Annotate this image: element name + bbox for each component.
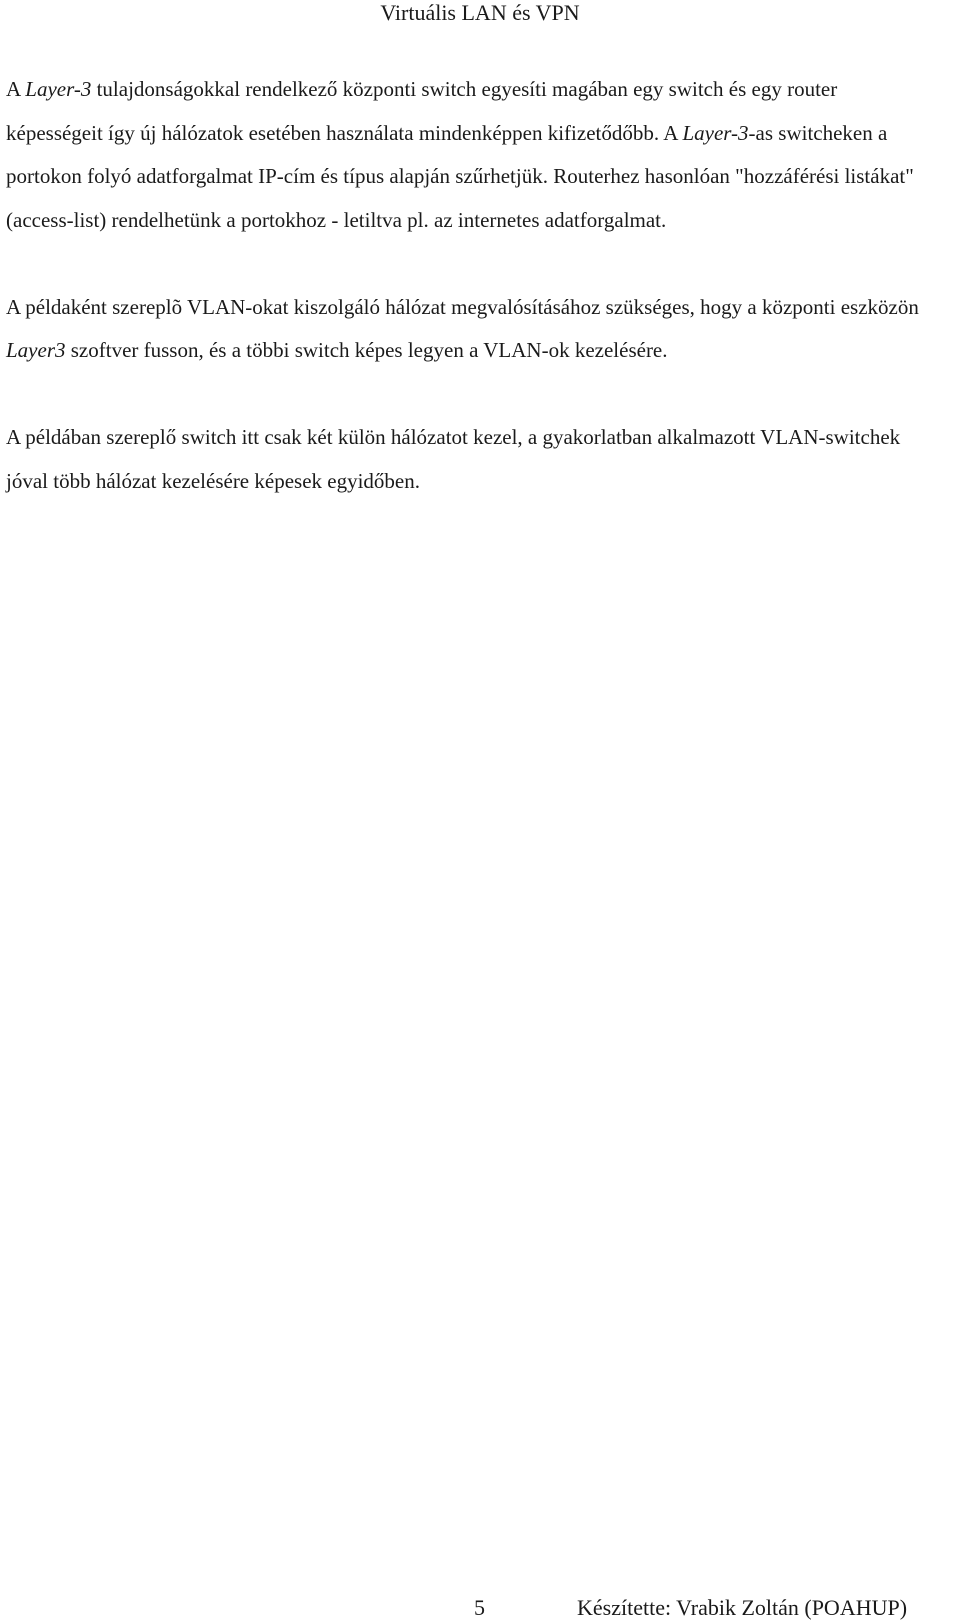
text-run-italic: Layer-3	[25, 77, 92, 101]
paragraph	[6, 286, 936, 373]
paragraph	[6, 68, 936, 242]
page-header	[0, 0, 960, 26]
page-footer	[0, 1594, 960, 1622]
document-title: Virtuális LAN és VPN	[380, 0, 580, 25]
text-run-italic: Layer3	[6, 338, 66, 362]
text-run: A	[6, 77, 26, 101]
text-run-italic: Layer-3	[682, 120, 749, 145]
document-body	[6, 68, 936, 503]
author-credit: Készítette: Vrabik Zoltán (POAHUP)	[577, 1595, 908, 1620]
text-run: -as switcheken a portokon folyó adatforgalmat IP-cím és típus alapján szűrhetjük. Routerhez hasonlóan "hozzáférési listákat" (access-list) rendelhetünk a portokhoz - letiltva pl. az internetes adatforgalmat.	[6, 120, 914, 232]
text-run: szoftver fusson, és a többi switch képes legyen a VLAN-ok kezelésére.	[65, 338, 668, 362]
page-number: 5	[474, 1595, 485, 1620]
text-run: A példaként szereplõ VLAN-okat kiszolgáló hálózat megvalósításához szükséges, hogy a központi eszközön	[6, 294, 919, 319]
paragraph	[6, 416, 936, 503]
text-run: tulajdonságokkal rendelkező központi switch egyesíti magában egy switch és egy router képességeit így új hálózatok esetében használata mindenképpen kifizetődőbb. A	[6, 77, 838, 145]
text-run: A példában szereplő switch itt csak két külön hálózatot kezel, a gyakorlatban alkalmazott VLAN-switchek jóval több hálózat kezelésére képesek egyidőben.	[6, 425, 901, 493]
